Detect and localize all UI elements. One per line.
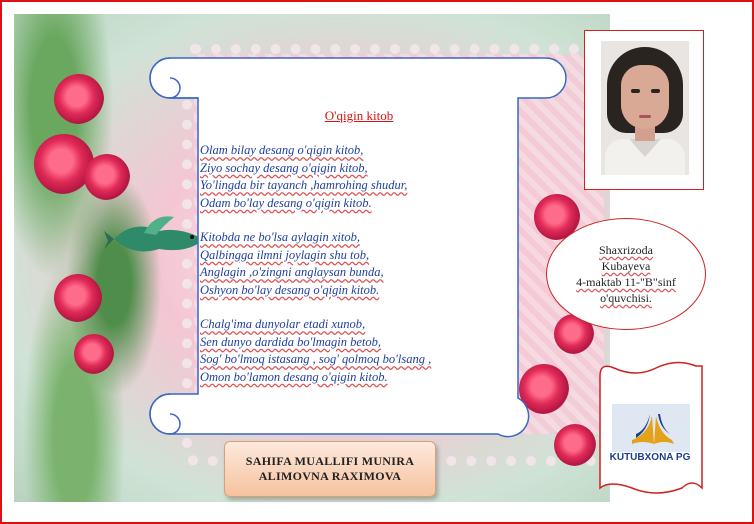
poem-line: Qalbingga ilmni joylagin shu tob,: [200, 247, 370, 262]
book-logo-icon: [612, 404, 690, 452]
reader-info-bubble: [546, 218, 706, 330]
reader-last-name: Kubayeva: [601, 259, 651, 273]
poem-line: Kitobda ne bo'lsa aylagin xitob,: [200, 230, 360, 244]
poem-line: Sog' bo'lmoq istasang , sog' qolmoq bo'lsang ,: [200, 352, 432, 366]
poem-line: Anglagin ,o'zingni anglaysan bunda,: [200, 265, 384, 279]
reader-school-class: 4-maktab 11-"B"sinf: [576, 275, 676, 289]
flower: [84, 154, 130, 200]
flower: [54, 74, 104, 124]
reader-first-name: Shaxrizoda: [599, 243, 653, 257]
page-author-box: [224, 441, 436, 497]
poem-title: O'qigin kitob: [324, 108, 394, 123]
author-line: ALIMOVNA RAXIMOVA: [258, 469, 402, 483]
poem-line: Ziyo sochay desang o'qigin kitob,: [200, 160, 368, 175]
flower: [54, 274, 102, 322]
poem-stanza: [200, 316, 520, 386]
library-logo-text: KUTUBXONA PG: [609, 452, 691, 463]
poem-line: Olam bilay desang o'qigin kitob,: [200, 143, 364, 157]
flower: [74, 334, 114, 374]
poem-line: Sen dunyo dardida bo'lmagin betob,: [200, 334, 382, 349]
poem-body: [200, 142, 520, 403]
poem-line: Omon bo'lamon desang o'qigin kitob.: [200, 369, 388, 384]
poem-line: Yo'lingda bir tayanch ,hamrohing shudur,: [200, 178, 408, 192]
portrait: [601, 41, 689, 175]
reader-photo: [584, 30, 704, 190]
poem-stanza: [200, 142, 520, 212]
author-line: SAHIFA MUALLIFI MUNIRA: [245, 454, 415, 468]
poem-line: Oshyon bo'lay desang o'qigin kitob.: [200, 282, 380, 297]
reader-role: o'quvchisi.: [600, 291, 652, 305]
poem-line: Chalg'ima dunyolar etadi xunob,: [200, 317, 366, 331]
poem-line: Odam bo'lay desang o'qigin kitob.: [200, 195, 372, 210]
poem-stanza: [200, 229, 520, 299]
